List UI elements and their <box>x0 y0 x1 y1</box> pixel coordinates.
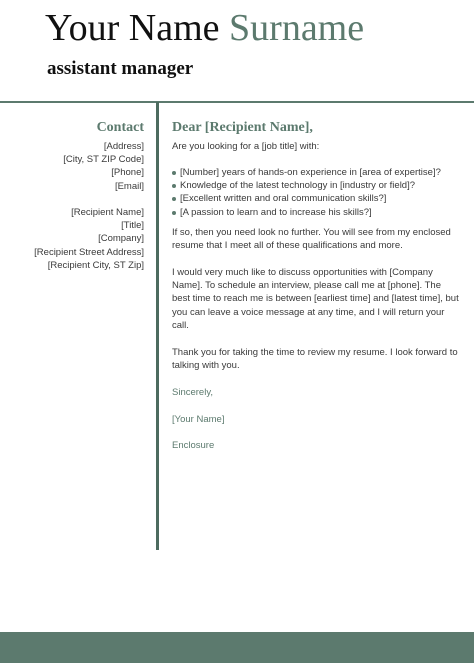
paragraph-line: resume that I meet all of these qualifications and more. <box>172 240 403 252</box>
paragraph-3 <box>172 346 464 372</box>
paragraph-line: you can leave a voice message at any time, and I will return your <box>172 306 445 318</box>
paragraph-line: call. <box>172 319 189 331</box>
sender-email: [Email] <box>114 180 144 192</box>
list-item: Knowledge of the latest technology in [industry or field]? <box>172 179 464 192</box>
name-last: Surname <box>229 7 365 49</box>
job-title: assistant manager <box>47 58 194 79</box>
sender-city: [City, ST ZIP Code] <box>63 154 144 166</box>
sender-address: [Address] <box>103 141 144 152</box>
sender-contact <box>63 140 144 193</box>
column-divider <box>156 102 159 550</box>
applicant-name <box>45 6 364 50</box>
list-item: [A passion to learn and to increase his skills?] <box>172 206 464 219</box>
list-item: [Number] years of hands-on experience in [area of expertise]? <box>172 166 464 179</box>
recipient-name: [Recipient Name] <box>71 207 144 218</box>
paragraph-line: Name]. To schedule an interview, please call me at [phone]. The <box>172 280 441 292</box>
paragraph-line: best time to reach me is between [earliest time] and [latest time], but <box>172 293 459 305</box>
paragraph-line: I would very much like to discuss opportunities with [Company <box>172 267 433 278</box>
recipient-city: [Recipient City, ST Zip] <box>47 259 144 271</box>
list-item: [Excellent written and oral communication skills?] <box>172 192 464 205</box>
recipient-title: [Title] <box>121 220 144 232</box>
recipient-company: [Company] <box>98 233 144 245</box>
qualification-list <box>172 166 464 219</box>
paragraph-line: talking with you. <box>172 360 240 372</box>
enclosure: Enclosure <box>172 440 215 451</box>
intro: Are you looking for a [job title] with: <box>172 141 320 152</box>
contact-heading: Contact <box>96 120 144 135</box>
closing: Sincerely, <box>172 387 214 398</box>
paragraph-line: Thank you for taking the time to review my resume. I look forward to <box>172 347 458 358</box>
paragraph-line: If so, then you need look no further. You will see from my enclosed <box>172 227 451 238</box>
header-divider <box>0 101 474 103</box>
salutation: Dear [Recipient Name], <box>172 120 313 135</box>
recipient-contact <box>34 206 144 272</box>
paragraph-2 <box>172 266 464 332</box>
signature: [Your Name] <box>172 414 225 425</box>
sender-phone: [Phone] <box>111 167 144 179</box>
name-first: Your Name <box>45 7 220 49</box>
footer-band <box>0 632 474 663</box>
paragraph-1 <box>172 226 464 252</box>
recipient-street: [Recipient Street Address] <box>34 246 144 258</box>
